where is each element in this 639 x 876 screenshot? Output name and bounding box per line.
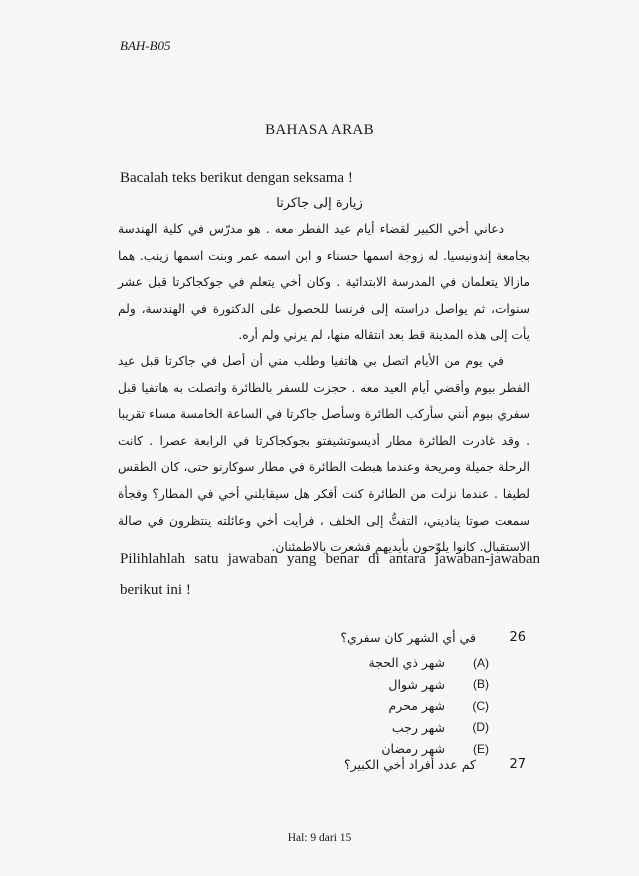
page-title: BAHASA ARAB <box>265 122 374 138</box>
option-c[interactable] <box>368 695 489 717</box>
question-text: في أي الشهر كان سفري؟ <box>340 630 476 645</box>
passage-paragraph-2 <box>118 348 530 561</box>
passage-paragraph-1 <box>118 216 530 349</box>
paragraph-text: دعاني أخي الكبير لقضاء أيام عيد الفطر معه . هو مدرّس في كلية الهندسة بجامعة إندونيسيا. له زوجة اسمها حسناء و ابن اسمه عمر وبنت اسمها زينب. هما مازالا يتعلمان في المدرسة الابتدائية . وكان أخي يتعلم في جوكجاكرتا قبل عشر سنوات، ثم يواصل دراسته إلى فرنسا للحصول على الدكتورة في الهندسة، ولم يأت إلى هذه المدينة قط بعد انتقاله منها، لم يرني ولم أره. <box>118 222 530 343</box>
option-text: شهر محرم <box>388 698 445 714</box>
question-26 <box>340 630 526 645</box>
option-text: شهر رجب <box>391 719 445 735</box>
option-letter: (D) <box>472 720 489 735</box>
reading-instruction: Bacalah teks berikut dengan seksama ! <box>120 170 353 186</box>
option-text: شهر شوال <box>388 676 445 692</box>
option-letter: (A) <box>473 655 489 670</box>
passage-title: زيارة إلى جاكرتا <box>276 196 363 211</box>
question-27 <box>344 757 526 772</box>
question-number: 26 <box>509 630 526 645</box>
question-text: كم عدد أفراد أخي الكبير؟ <box>343 757 476 772</box>
option-a[interactable] <box>368 652 489 674</box>
question-instruction: Pilihlahlah satu jawaban yang benar di antara jawaban-jawaban berikut ini ! <box>120 551 540 598</box>
question-number: 27 <box>509 757 526 772</box>
question-26-options <box>368 652 489 760</box>
option-letter: (E) <box>473 741 489 756</box>
page-footer: Hal: 9 dari 15 <box>287 832 352 844</box>
option-letter: (B) <box>473 677 489 692</box>
option-letter: (C) <box>472 698 489 713</box>
option-b[interactable] <box>368 674 489 696</box>
paragraph-text: في يوم من الأيام اتصل بي هاتفيا وطلب مني أن أصل في جاكرتا قبل عيد الفطر بيوم وأقضي أيام العيد معه . حجزت للسفر بالطائرة واتصلت به هاتفيا قبل سفري بيوم أنني سأركب الطائرة وسأصل جاكرتا في الساعة الخامسة مساء تقريبا . وقد غادرت الطائرة مطار أديسوتشيفتو بجوكجاكرتا في الرابعة عصرا . كانت الرحلة جميلة ومريحة وعندما هبطت الطائرة في مطار سوكارنو حتى، كان الطقس لطيفا . عندما نزلت من الطائرة كنت أفكر هل سيقابلني أخي في المطار؟ وفجأة سمعت صوتا يناديني، التفتُّ إلى الخلف ، فرأيت أخي وعائلته ينتظرون في صالة الاستقبال. كانوا يلوّحون بأيديهم فشعرت بالاطمئنان. <box>118 354 530 555</box>
document-code: BAH-B05 <box>120 38 171 53</box>
option-text: شهر رمضان <box>381 741 445 757</box>
option-d[interactable] <box>368 717 489 739</box>
option-text: شهر ذي الحجة <box>368 655 445 671</box>
